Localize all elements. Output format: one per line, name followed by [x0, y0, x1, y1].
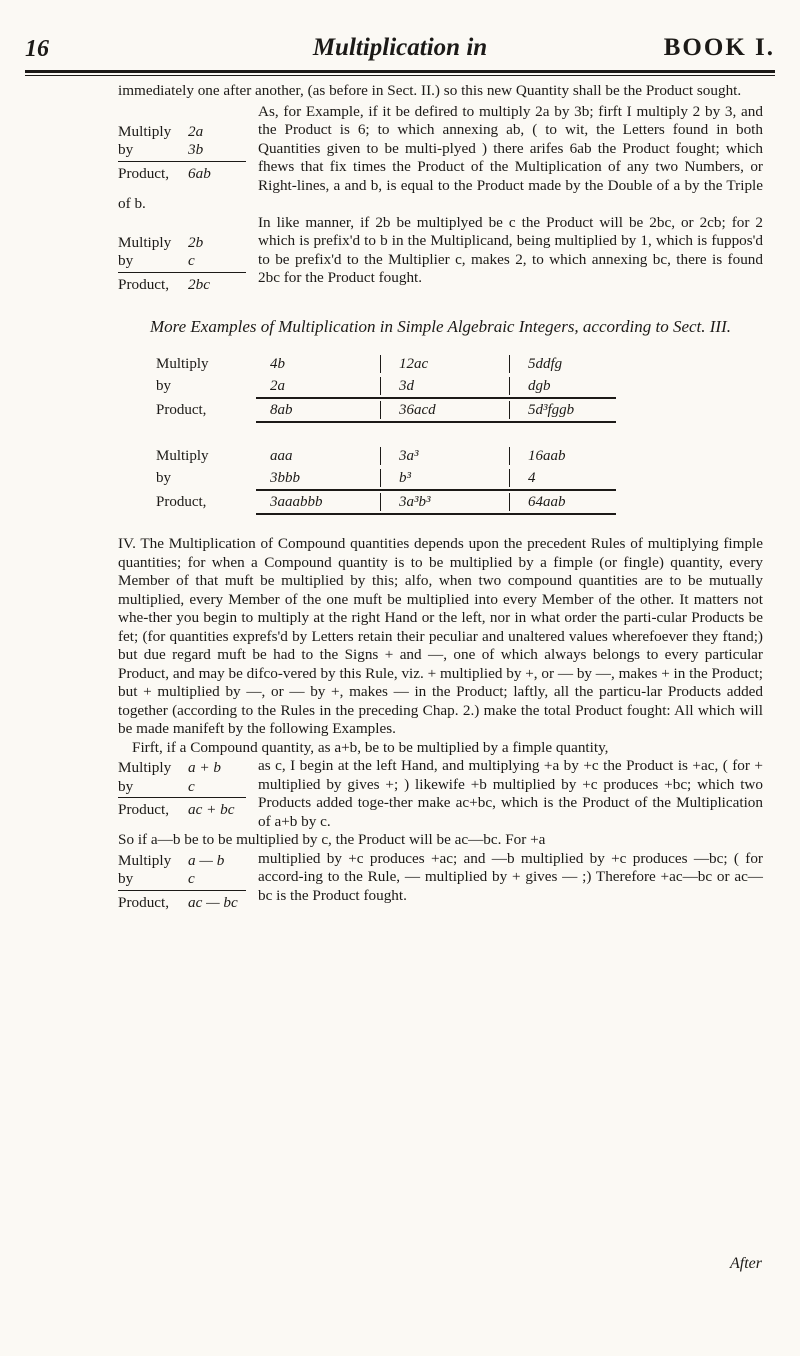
- computation-row: Product, ac — bc: [118, 893, 238, 911]
- computation-row: Product, 6ab: [118, 164, 211, 182]
- computation-row: by c: [118, 870, 246, 891]
- computation-row: Product, ac + bc: [118, 801, 235, 818]
- computation-row: Multiply 2a: [118, 122, 204, 140]
- example-3-text: as c, I begin at the left Hand, and multiplying +a by +c the Product is +ac, ( for + multiplied by gives +; ) likewife +b multiplied by +c produces +bc; which two Products added toge-ther make ac+bc, which is the Product of the Multiplication of a+b by c.: [258, 757, 763, 830]
- example-block-3: [118, 757, 763, 831]
- table-row: Product, 3aaabbb 3a³b³ 64aab: [156, 491, 763, 513]
- example-4-text: multiplied by +c produces +ac; and —b multiplied by +c produces —bc; ( for accord-ing to the Rule, — multiplied by + gives — ;) Therefore +ac—bc or ac—bc is the Product fought.: [258, 849, 763, 904]
- example-block-4: [118, 850, 763, 917]
- catchword: After: [730, 1255, 762, 1272]
- computation-row: Product, 2bc: [118, 275, 210, 293]
- computation-box-2: [118, 234, 246, 295]
- example-2-text: In like manner, if 2b be multiplyed be c the Product will be 2bc, or 2cb; for 2 which is prefix'd to b in the Multiplicand, being multiplied by 1, which is fuppos'd to be prefix'd to the Multiplier c, makes 2, to which annexing bc, there is found 2bc for the Product fought.: [258, 213, 763, 286]
- page-body: [118, 82, 763, 916]
- running-title: Multiplication in: [312, 34, 488, 61]
- example-block-1: [118, 103, 763, 214]
- computation-box-1: [118, 123, 246, 184]
- table-row: Multiply aaa 3a³ 16aab: [156, 445, 763, 467]
- computation-row: Multiply 2b: [118, 233, 204, 251]
- computation-row: Multiply a + b: [118, 759, 222, 776]
- computation-row: by 3b: [118, 141, 246, 162]
- examples-table: [156, 353, 763, 515]
- computation-row: by c: [118, 778, 246, 799]
- paragraph-iv: IV. The Multiplication of Compound quantities depends upon the precedent Rules of multiplying fimple quantities; for when a Compound quantity is to be multiplied by a fimple (or fingle) quantity, every Member of that muft be multiplied by this; alfo, when two compound quantities are to be mutually multiplied, every Member of the one muft be multiplied into every Member of the other. It matters not whe-ther you begin to multiply at the right Hand or the left, nor in what order the parti-cular Products be fet; (for quantities exprefs'd by Letters retain their peculiar and unaltered values wherefoever they ftand;) but due regard muft be had to the Signs + and —, one of which always belongs to every particular Product, and may be difco-vered by this Rule, viz. + multiplied by +, or — by —, makes + in the Product; but + multiplied by —, or — by +, makes — in the Product; laftly, all the particu-lar Products added together (according to the Rules in the preceding Chap. 2.) make the total Product fought: All which will be made manifeft by the following Examples.: [118, 535, 763, 737]
- section-heading: More Examples of Multiplication in Simple Algebraic Integers, according to Sect. III.: [149, 317, 732, 336]
- example-4-lead: So if a—b be to be multiplied by c, the Product will be ac—bc. For +a: [118, 831, 546, 848]
- table-row: Multiply 4b 12ac 5ddfg: [156, 353, 763, 375]
- computation-box-3: [118, 759, 246, 820]
- example-block-2: [118, 214, 763, 299]
- table-row: by 2a 3d dgb: [156, 375, 763, 397]
- computation-row: Multiply a — b: [118, 851, 225, 869]
- book-label: BOOK I.: [663, 34, 775, 61]
- table-row: Product, 8ab 36acd 5d³fggb: [156, 399, 763, 421]
- example-1-text: As, for Example, if it be defired to multiply 2a by 3b; firft I multiply 2 by 3, and the Product is 6; to which annexing ab, ( to wit, the Letters found in both Quantities given to be multi-plyed ) there arifes 6ab the Product fought; which fhews that fix times the Product of the Multiplication of any two Numbers, or Right-lines, a and b, is equal to the Product made by the Double of a by the Triple of b.: [118, 102, 763, 212]
- computation-row: by c: [118, 252, 246, 273]
- page-number: 16: [25, 36, 49, 62]
- computation-box-4: [118, 852, 246, 913]
- paragraph-continuation: immediately one after another, (as before in Sect. II.) so this new Quantity shall be the Product sought.: [118, 82, 742, 99]
- table-row: by 3bbb b³ 4: [156, 467, 763, 489]
- header-rule: [25, 70, 775, 73]
- table-rule: [256, 513, 616, 515]
- header-rule-thin: [25, 75, 775, 76]
- running-header: [25, 30, 775, 70]
- example-3-lead: Firft, if a Compound quantity, as a+b, be to be multiplied by a fimple quantity,: [132, 738, 609, 756]
